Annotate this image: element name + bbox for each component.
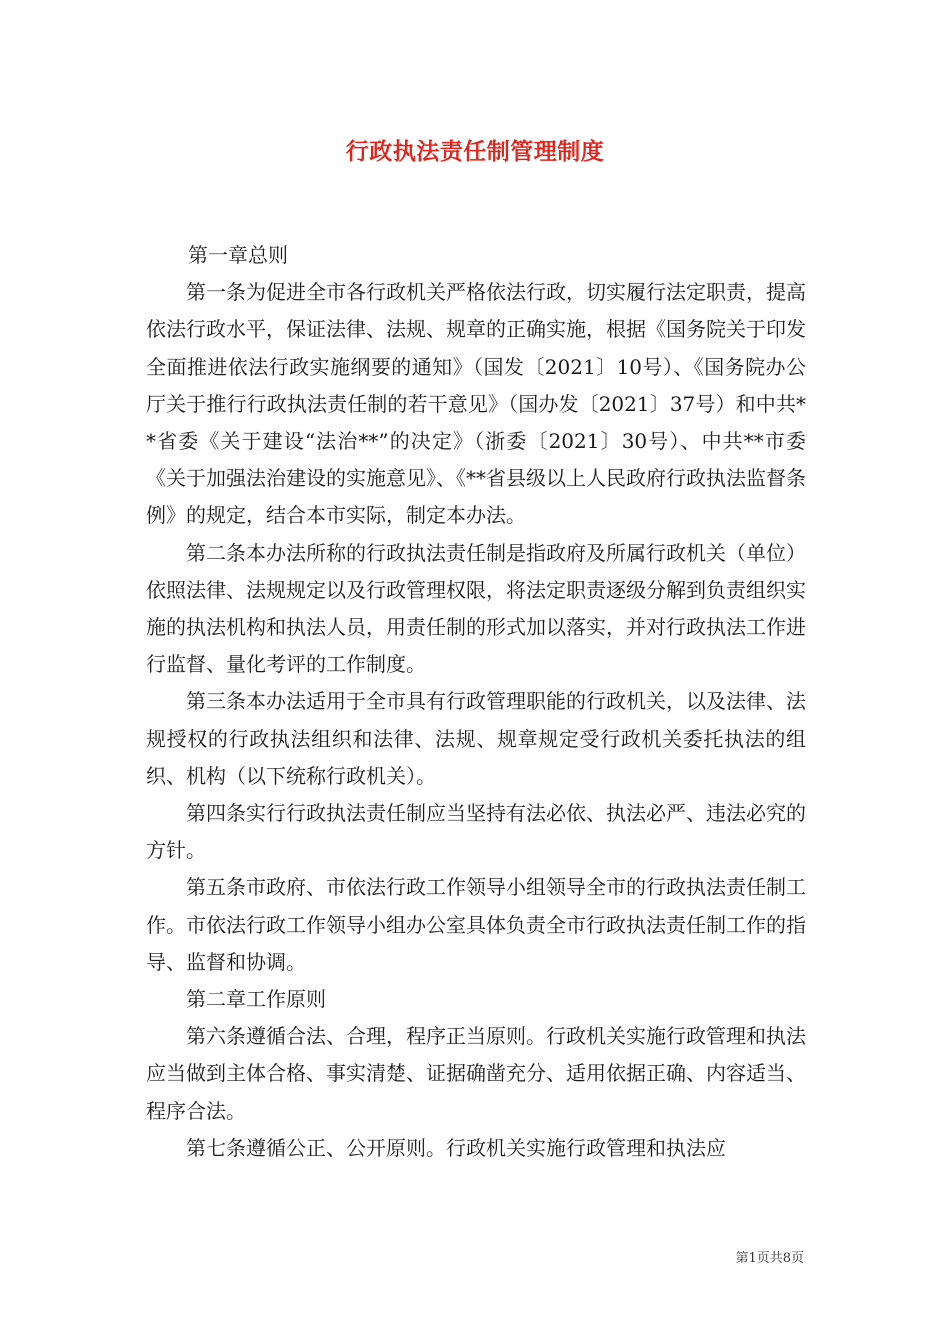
article-6: 第六条遵循合法、合理，程序正当原则。行政机关实施行政管理和执法应当做到主体合格、事实清楚、证据确凿充分、适用依据正确、内容适当、程序合法。 xyxy=(146,1024,806,1123)
article-4: 第四条实行行政执法责任制应当坚持有法必依、执法必严、违法必究的方针。 xyxy=(146,801,806,863)
article-2: 第二条本办法所称的行政执法责任制是指政府及所属行政机关（单位）依照法律、法规规定以及行政管理权限，将法定职责逐级分解到负责组织实施的执法机构和执法人员，用责任制的形式加以落实，并对行政执法工作进行监督、量化考评的工作制度。 xyxy=(146,540,806,677)
document-body xyxy=(146,237,806,1167)
article-3: 第三条本办法适用于全市具有行政管理职能的行政机关，以及法律、法规授权的行政执法组织和法律、法规、规章规定受行政机关委托执法的组织、机构（以下统称行政机关）。 xyxy=(146,689,806,788)
article-7: 第七条遵循公正、公开原则。行政机关实施行政管理和执法应 xyxy=(186,1135,726,1160)
chapter-heading-2: 第二章工作原则 xyxy=(186,987,326,1012)
article-1: 第一条为促进全市各行政机关严格依法行政，切实履行法定职责，提高依法行政水平，保证法律、法规、规章的正确实施，根据《国务院关于印发全面推进依法行政实施纲要的通知》（国发〔2021〕10号）、《国务院办公厅关于推行行政执法责任制的若干意见》（国办发〔2021〕37号）和中共**省委《关于建设“法治**”的决定》（浙委〔2021〕30号）、中共**市委《关于加强法治建设的实施意见》、《**省县级以上人民政府行政执法监督条例》的规定，结合本市实际，制定本办法。 xyxy=(146,280,806,528)
document-title: 行政执法责任制管理制度 xyxy=(345,138,605,165)
page-number: 第1页共8页 xyxy=(735,1251,804,1266)
chapter-heading-1: 第一章总则 xyxy=(188,243,288,267)
article-5: 第五条市政府、市依法行政工作领导小组领导全市的行政执法责任制工作。市依法行政工作领导小组办公室具体负责全市行政执法责任制工作的指导、监督和协调。 xyxy=(146,875,806,974)
